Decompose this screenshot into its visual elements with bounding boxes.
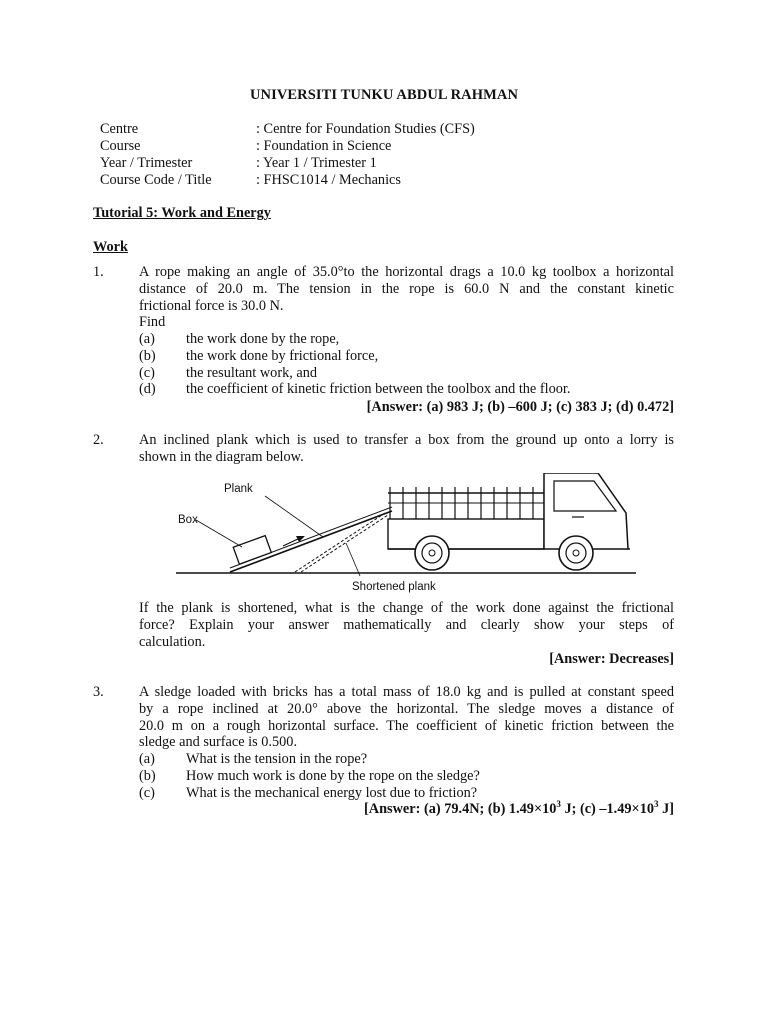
question-number: 2. bbox=[93, 432, 104, 448]
part-text: What is the tension in the rope? bbox=[186, 751, 368, 767]
exponent: 3 bbox=[654, 799, 659, 810]
part-letter: (d) bbox=[139, 381, 156, 398]
part-text: the work done by frictional force, bbox=[186, 347, 379, 364]
text-line: sledge and surface is 0.500. bbox=[139, 734, 298, 751]
text-line: shown in the diagram below. bbox=[139, 448, 304, 465]
answer-part: J; (c) –1.49×10 bbox=[560, 801, 655, 817]
text-line: If the plank is shortened, what is the change of the work done against the frictional bbox=[139, 600, 674, 616]
exponent: 3 bbox=[556, 799, 561, 810]
text-line: distance of 20.0 m. The tension in the rope is 60.0 N and the constant kinetic bbox=[139, 280, 674, 297]
question-3-text bbox=[139, 684, 674, 751]
list-item bbox=[139, 751, 674, 768]
text-line: An inclined plank which is used to transfer a box from the ground up onto a lorry is bbox=[139, 432, 674, 448]
info-label: Course Code / Title bbox=[100, 172, 212, 188]
text-line: A sledge loaded with bricks has a total mass of 18.0 kg and is pulled at constant speed bbox=[139, 684, 674, 700]
part-text: the work done by the rope, bbox=[186, 331, 340, 347]
question-number: 1. bbox=[93, 264, 104, 280]
part-text: What is the mechanical energy lost due to friction? bbox=[186, 784, 478, 801]
text-line: 20.0 m on a rough horizontal surface. The coefficient of kinetic friction between the bbox=[139, 717, 674, 734]
part-letter: (b) bbox=[139, 347, 156, 364]
question-2-followup bbox=[139, 600, 674, 650]
answer-line: [Answer: (a) 983 J; (b) –600 J; (c) 383 J; (d) 0.472] bbox=[366, 399, 674, 415]
text-line: frictional force is 30.0 N. bbox=[139, 297, 284, 314]
question-1-parts bbox=[139, 331, 674, 398]
box-label: Box bbox=[178, 514, 198, 526]
question-1-text bbox=[139, 264, 674, 314]
info-label: Course bbox=[100, 138, 141, 154]
info-value: : Foundation in Science bbox=[256, 138, 392, 154]
shortened-plank-label: Shortened plank bbox=[352, 581, 436, 593]
info-value: : Year 1 / Trimester 1 bbox=[256, 155, 377, 171]
plank-label: Plank bbox=[224, 483, 253, 495]
list-item bbox=[139, 785, 674, 802]
list-item bbox=[139, 381, 674, 398]
answer-line bbox=[364, 801, 674, 818]
list-item bbox=[139, 348, 674, 365]
answer-part: [Answer: (a) 79.4N; (b) 1.49×10 bbox=[364, 801, 557, 817]
part-text: the resultant work, and bbox=[186, 364, 318, 381]
info-label: Centre bbox=[100, 121, 139, 137]
tutorial-title: Tutorial 5: Work and Energy bbox=[93, 205, 271, 221]
part-letter: (c) bbox=[139, 784, 155, 801]
answer-line: [Answer: Decreases] bbox=[549, 651, 674, 667]
list-item bbox=[139, 365, 674, 382]
text-line: force? Explain your answer mathematically and clearly show your steps of bbox=[139, 616, 674, 633]
text-line: calculation. bbox=[139, 633, 206, 650]
part-letter: (c) bbox=[139, 364, 155, 381]
part-letter: (a) bbox=[139, 751, 155, 767]
text-line: A rope making an angle of 35.0°to the horizontal drags a 10.0 kg toolbox a horizontal bbox=[139, 264, 674, 280]
section-title: Work bbox=[93, 239, 128, 255]
part-text: How much work is done by the rope on the sledge? bbox=[186, 767, 480, 784]
lorry-plank-diagram bbox=[170, 473, 640, 593]
answer-part: J] bbox=[658, 801, 674, 817]
question-2-text bbox=[139, 432, 674, 466]
find-label: Find bbox=[139, 314, 166, 330]
part-letter: (b) bbox=[139, 767, 156, 784]
part-text: the coefficient of kinetic friction between the toolbox and the floor. bbox=[186, 381, 571, 398]
text-line: by a rope inclined at 20.0° above the horizontal. The sledge moves a distance of bbox=[139, 700, 674, 717]
university-title: UNIVERSITI TUNKU ABDUL RAHMAN bbox=[249, 87, 519, 103]
list-item bbox=[139, 768, 674, 785]
info-value: : Centre for Foundation Studies (CFS) bbox=[256, 121, 475, 137]
part-letter: (a) bbox=[139, 331, 155, 347]
info-value: : FHSC1014 / Mechanics bbox=[256, 172, 401, 188]
info-label: Year / Trimester bbox=[100, 155, 193, 171]
question-number: 3. bbox=[93, 684, 104, 700]
question-3-parts bbox=[139, 751, 674, 801]
list-item bbox=[139, 331, 674, 348]
